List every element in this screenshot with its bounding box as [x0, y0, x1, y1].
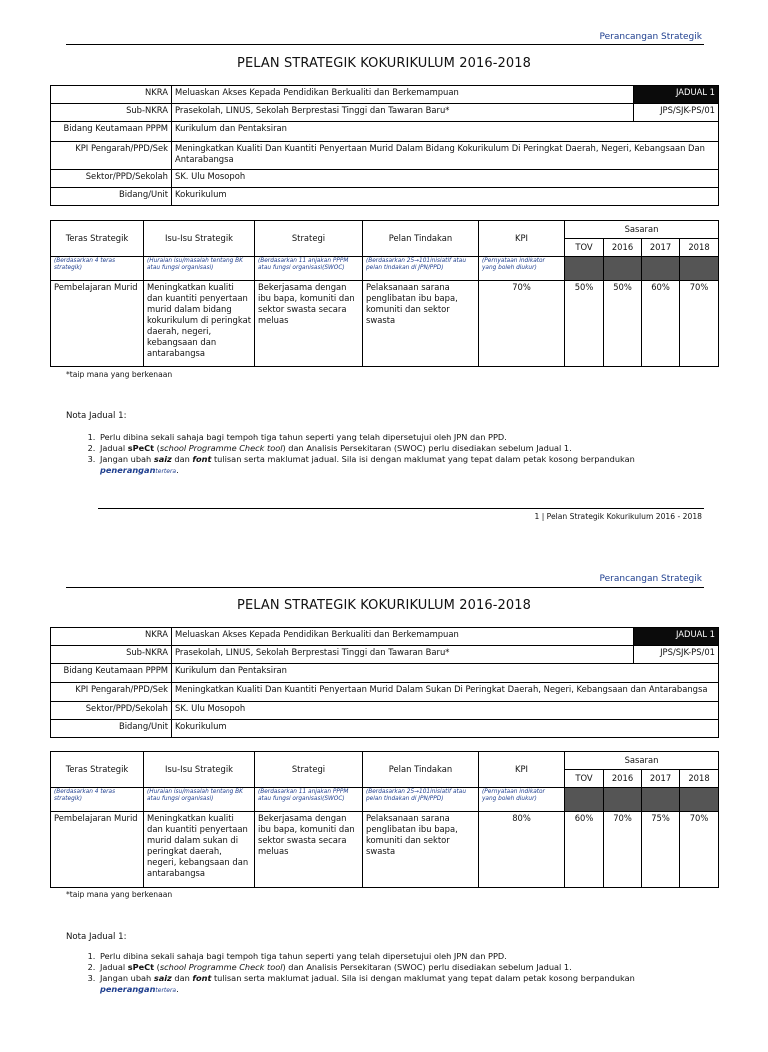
header-rule — [66, 587, 704, 588]
target-2017-cell: 75% — [642, 812, 680, 888]
shaded-cell — [565, 257, 604, 281]
teras-cell: Pembelajaran Murid — [51, 281, 144, 367]
note-item-1: 1. Perlu dibina sekali sahaja bagi tempoh tiga tahun seperti yang telah dipersetujui oleh JPN dan PPD. — [98, 951, 718, 962]
target-2018-cell: 70% — [680, 812, 719, 888]
sektor-row — [51, 702, 719, 720]
bidang-label: Bidang Keutamaan PPPM — [51, 122, 172, 142]
col-2017: 2017 — [642, 239, 680, 257]
col-strategi: Strategi — [255, 752, 363, 788]
nkra-label: NKRA — [51, 86, 172, 104]
unit-row — [51, 188, 719, 206]
hint-teras: (Berdasarkan 4 teras strategik) — [51, 257, 144, 281]
target-2017-cell: 60% — [642, 281, 680, 367]
bidang-value: Kurikulum dan Pentaksiran — [172, 664, 719, 683]
kpi-label: KPI Pengarah/PPD/Sek — [51, 142, 172, 170]
col-isu: Isu-Isu Strategik — [144, 221, 255, 257]
col-tov: TOV — [565, 770, 604, 788]
taip-note: *taip mana yang berkenaan — [66, 370, 173, 379]
subnkra-value: Prasekolah, LINUS, Sekolah Berprestasi Tinggi dan Tawaran Baru* — [172, 646, 634, 664]
shaded-cell — [604, 257, 642, 281]
hint-kpi: (Pernyataan indikator yang boleh diukur) — [479, 257, 565, 281]
shaded-cell — [565, 788, 604, 812]
jadual-badge: JADUAL 1 — [634, 86, 719, 104]
sektor-row — [51, 170, 719, 188]
col-isu: Isu-Isu Strategik — [144, 752, 255, 788]
isu-cell: Meningkatkan kualiti dan kuantiti penyertaan murid dalam sukan di peringkat daerah, negeri, kebangsaan dan antarabangsa — [144, 812, 255, 888]
kpi-label: KPI Pengarah/PPD/Sek — [51, 683, 172, 702]
footer-rule — [98, 508, 704, 509]
header-rule — [66, 44, 704, 45]
nota-title: Nota Jadual 1: — [66, 411, 127, 421]
table-row — [51, 812, 719, 888]
hint-pelan: (Berdasarkan 25→101inisiatif atau pelan tindakan di JPN/PPD) — [363, 788, 479, 812]
nkra-row — [51, 628, 719, 646]
teras-cell: Pembelajaran Murid — [51, 812, 144, 888]
notes-list — [66, 951, 718, 996]
nkra-label: NKRA — [51, 628, 172, 646]
page-footer: 1 | Pelan Strategik Kokurikulum 2016 - 2018 — [534, 512, 702, 521]
col-teras: Teras Strategik — [51, 221, 144, 257]
jadual-badge: JADUAL 1 — [634, 628, 719, 646]
hint-isu: (Huraian isu/masalah tentang BK atau fungsi organisasi) — [144, 788, 255, 812]
col-2018: 2018 — [680, 239, 719, 257]
sektor-label: Sektor/PPD/Sekolah — [51, 702, 172, 720]
unit-row — [51, 720, 719, 738]
tov-cell: 60% — [565, 812, 604, 888]
kpi-value: Meningkatkan Kualiti Dan Kuantiti Penyertaan Murid Dalam Sukan Di Peringkat Daerah, Negeri, Kebangsaan dan Antarabangsa — [172, 683, 719, 702]
sektor-value: SK. Ulu Mosopoh — [172, 702, 719, 720]
subnkra-row — [51, 646, 719, 664]
col-pelan: Pelan Tindakan — [363, 221, 479, 257]
unit-value: Kokurikulum — [172, 720, 719, 738]
col-strategi: Strategi — [255, 221, 363, 257]
col-kpi: KPI — [479, 752, 565, 788]
bidang-value: Kurikulum dan Pentaksiran — [172, 122, 719, 142]
page-2 — [0, 540, 768, 1052]
info-table — [50, 85, 719, 206]
nkra-row — [51, 86, 719, 104]
note-item-2: 2. Jadual sPeCt (school Programme Check tool) dan Analisis Persekitaran (SWOC) perlu disediakan sebelum Jadual 1. — [98, 962, 718, 973]
info-table — [50, 627, 719, 738]
note-item-3: 3. Jangan ubah saiz dan font tulisan serta maklumat jadual. Sila isi dengan maklumat yang tepat dalam petak kosong berpandukan penerangantertera. — [98, 454, 718, 477]
subnkra-value: Prasekolah, LINUS, Sekolah Berprestasi Tinggi dan Tawaran Baru* — [172, 104, 634, 122]
shaded-cell — [680, 257, 719, 281]
tov-cell: 50% — [565, 281, 604, 367]
table-row — [51, 281, 719, 367]
col-2016: 2016 — [604, 239, 642, 257]
isu-cell: Meningkatkan kualiti dan kuantiti penyertaan murid dalam bidang kokurikulum di peringkat daerah, negeri, kebangsaan dan antarabangsa — [144, 281, 255, 367]
hint-isu: (Huraian isu/masalah tentang BK atau fungsi organisasi) — [144, 257, 255, 281]
kpi-row — [51, 142, 719, 170]
page-1 — [0, 0, 768, 521]
note-item-2: 2. Jadual sPeCt (school Programme Check tool) dan Analisis Persekitaran (SWOC) perlu disediakan sebelum Jadual 1. — [98, 443, 718, 454]
nkra-value: Meluaskan Akses Kepada Pendidikan Berkualiti dan Berkemampuan — [172, 86, 634, 104]
shaded-cell — [680, 788, 719, 812]
page-title: PELAN STRATEGIK KOKURIKULUM 2016-2018 — [237, 56, 531, 71]
running-header: Perancangan Strategik — [599, 574, 702, 584]
strategi-cell: Bekerjasama dengan ibu bapa, komuniti dan sektor swasta secara meluas — [255, 281, 363, 367]
hint-strategi: (Berdasarkan 11 anjakan PPPM atau fungsi organisasi(SWOC) — [255, 788, 363, 812]
col-2018: 2018 — [680, 770, 719, 788]
shaded-cell — [604, 788, 642, 812]
note-item-1: 1. Perlu dibina sekali sahaja bagi tempoh tiga tahun seperti yang telah dipersetujui oleh JPN dan PPD. — [98, 432, 718, 443]
col-2016: 2016 — [604, 770, 642, 788]
bidang-label: Bidang Keutamaan PPPM — [51, 664, 172, 683]
document-code: JPS/SJK-PS/01 — [634, 646, 719, 664]
col-tov: TOV — [565, 239, 604, 257]
target-2016-cell: 50% — [604, 281, 642, 367]
plan-table — [50, 220, 719, 367]
col-pelan: Pelan Tindakan — [363, 752, 479, 788]
hint-kpi: (Pernyataan indikator yang boleh diukur) — [479, 788, 565, 812]
document-code: JPS/SJK-PS/01 — [634, 104, 719, 122]
page-title: PELAN STRATEGIK KOKURIKULUM 2016-2018 — [237, 598, 531, 613]
kpi-cell: 80% — [479, 812, 565, 888]
notes-list — [66, 432, 718, 477]
taip-note: *taip mana yang berkenaan — [66, 890, 173, 899]
sektor-label: Sektor/PPD/Sekolah — [51, 170, 172, 188]
hint-strategi: (Berdasarkan 11 anjakan PPPM atau fungsi organisasi(SWOC) — [255, 257, 363, 281]
unit-label: Bidang/Unit — [51, 188, 172, 206]
shaded-cell — [642, 257, 680, 281]
target-2016-cell: 70% — [604, 812, 642, 888]
hint-pelan: (Berdasarkan 25→101inisiatif atau pelan tindakan di JPN/PPD) — [363, 257, 479, 281]
col-sasaran: Sasaran — [565, 752, 719, 770]
subnkra-label: Sub-NKRA — [51, 646, 172, 664]
bidang-row — [51, 664, 719, 683]
strategi-cell: Bekerjasama dengan ibu bapa, komuniti dan sektor swasta secara meluas — [255, 812, 363, 888]
running-header: Perancangan Strategik — [599, 32, 702, 42]
plan-table — [50, 751, 719, 888]
nkra-value: Meluaskan Akses Kepada Pendidikan Berkualiti dan Berkemampuan — [172, 628, 634, 646]
nota-title: Nota Jadual 1: — [66, 932, 127, 942]
subnkra-label: Sub-NKRA — [51, 104, 172, 122]
kpi-value: Meningkatkan Kualiti Dan Kuantiti Penyertaan Murid Dalam Bidang Kokurikulum Di Peringkat Daerah, Negeri, Kebangsaan Dan Antarabangsa — [172, 142, 719, 170]
col-2017: 2017 — [642, 770, 680, 788]
col-sasaran: Sasaran — [565, 221, 719, 239]
target-2018-cell: 70% — [680, 281, 719, 367]
sektor-value: SK. Ulu Mosopoh — [172, 170, 719, 188]
hint-teras: (Berdasarkan 4 teras strategik) — [51, 788, 144, 812]
unit-label: Bidang/Unit — [51, 720, 172, 738]
pelan-cell: Pelaksanaan sarana penglibatan ibu bapa, komuniti dan sektor swasta — [363, 812, 479, 888]
col-kpi: KPI — [479, 221, 565, 257]
bidang-row — [51, 122, 719, 142]
col-teras: Teras Strategik — [51, 752, 144, 788]
note-item-3: 3. Jangan ubah saiz dan font tulisan serta maklumat jadual. Sila isi dengan maklumat yang tepat dalam petak kosong berpandukan penerangantertera. — [98, 973, 718, 996]
kpi-row — [51, 683, 719, 702]
subnkra-row — [51, 104, 719, 122]
unit-value: Kokurikulum — [172, 188, 719, 206]
pelan-cell: Pelaksanaan sarana penglibatan ibu bapa, komuniti dan sektor swasta — [363, 281, 479, 367]
kpi-cell: 70% — [479, 281, 565, 367]
shaded-cell — [642, 788, 680, 812]
